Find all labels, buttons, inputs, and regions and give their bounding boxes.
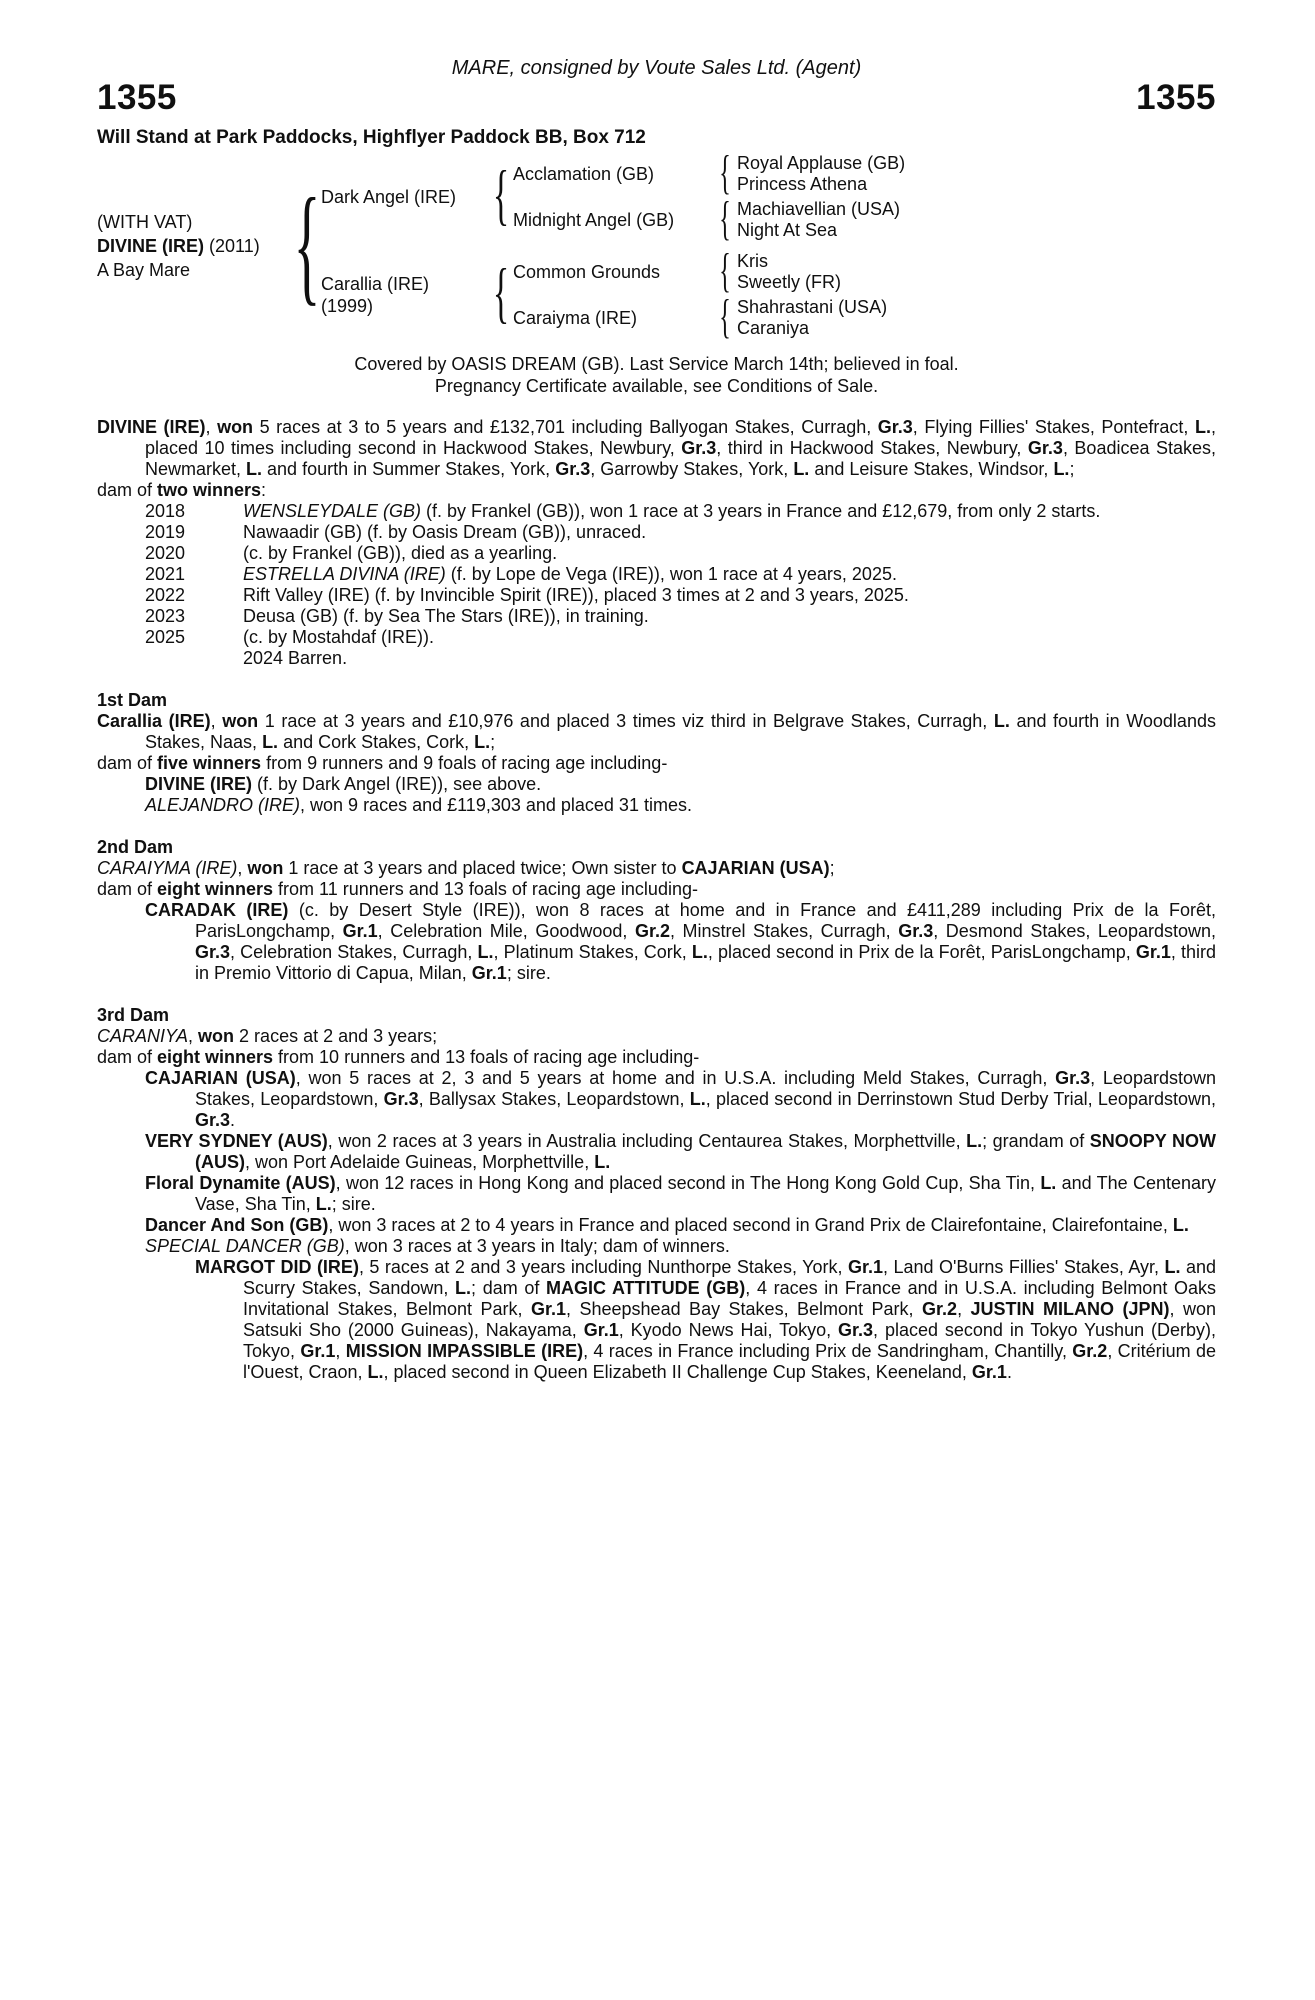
page-body xyxy=(97,417,1216,1383)
great-grandparent-name: Princess Athena xyxy=(737,174,868,194)
grandsire-name: Common Grounds xyxy=(513,261,661,282)
produce-text: Rift Valley (IRE) (f. by Invincible Spirit (IRE)), placed 3 times at 2 and 3 years, 2025. xyxy=(243,585,909,605)
pedigree-subject xyxy=(97,210,293,282)
paragraph: MARGOT DID (IRE), 5 races at 2 and 3 years including Nunthorpe Stakes, York, Gr.1, Land O'Burns Fillies' Stakes, Ayr, L. and Scurry Stakes, Sandown, L.; dam of MAGIC ATTITUDE (GB), 4 races in France and in U.S.A. including Belmont Oaks Invitational Stakes, Belmont Park, Gr.1, Sheepshead Bay Stakes, Belmont Park, Gr.2, JUSTIN MILANO (JPN), won Satsuki Sho (2000 Guineas), Nakayama, Gr.1, Kyodo News Hai, Tokyo, Gr.3, placed second in Tokyo Yushun (Derby), Tokyo, Gr.1, MISSION IMPASSIBLE (IRE), 4 races in France including Prix de Sandringham, Chantilly, Gr.2, Critérium de l'Ouest, Craon, L., placed second in Queen Elizabeth II Challenge Cup Stakes, Keeneland, Gr.1. xyxy=(195,1257,1216,1382)
grandsire-name: Acclamation (GB) xyxy=(513,163,655,184)
paragraph: ALEJANDRO (IRE), won 9 races and £119,303 and placed 31 times. xyxy=(145,795,692,815)
paragraph: VERY SYDNEY (AUS), won 2 races at 3 years in Australia including Centaurea Stakes, Morphettville, L.; grandam of SNOOPY NOW (AUS), won Port Adelaide Guineas, Morphettville, L. xyxy=(145,1131,1217,1172)
great-grandparent-name: Royal Applause (GB) xyxy=(737,153,906,173)
produce-record xyxy=(145,522,1216,543)
paragraph: dam of eight winners from 11 runners and 13 foals of racing age including- xyxy=(97,879,698,899)
pedigree-grandparent-row xyxy=(513,292,888,344)
section-heading: 3rd Dam xyxy=(97,1005,170,1025)
dam-name: Carallia (IRE) xyxy=(321,274,430,294)
stand-location-line: Will Stand at Park Paddocks, Highflyer Paddock BB, Box 712 xyxy=(97,127,646,148)
produce-record xyxy=(145,606,1216,627)
dam-year: (1999) xyxy=(321,296,374,316)
pedigree-brace: { xyxy=(492,257,510,331)
paragraph: CAJARIAN (USA), won 5 races at 2, 3 and 5 years at home and in U.S.A. including Meld Stakes, Curragh, Gr.3, Leopardstown Stakes, Leopardstown, Gr.3, Ballysax Stakes, Leopardstown, L., placed second in Derrinstown Stud Derby Trial, Leopardstown, Gr.3. xyxy=(145,1068,1216,1130)
great-grandparent-name: Night At Sea xyxy=(737,220,838,240)
paragraph: SPECIAL DANCER (GB), won 3 races at 3 years in Italy; dam of winners. xyxy=(145,1236,730,1256)
paragraph: Carallia (IRE), won 1 race at 3 years and £10,976 and placed 3 times viz third in Belgrave Stakes, Curragh, L. and fourth in Woodlands Stakes, Naas, L. and Cork Stakes, Cork, L.; xyxy=(97,711,1216,752)
produce-year: 2021 xyxy=(145,564,186,584)
great-grandparent-name: Shahrastani (USA) xyxy=(737,297,888,317)
great-grandparent-name: Caraniya xyxy=(737,318,810,338)
paragraph: Floral Dynamite (AUS), won 12 races in Hong Kong and placed second in The Hong Kong Gold Cup, Sha Tin, L. and The Centenary Vase, Sha Tin, L.; sire. xyxy=(145,1173,1217,1214)
pedigree-grandparent-row xyxy=(513,148,906,200)
produce-text: Nawaadir (GB) (f. by Oasis Dream (GB)), unraced. xyxy=(243,522,647,542)
produce-text: (c. by Frankel (GB)), died as a yearling. xyxy=(243,543,558,563)
great-grandparents-column xyxy=(737,251,841,293)
great-grandparent-name: Sweetly (FR) xyxy=(737,272,842,292)
produce-record xyxy=(145,543,1216,564)
great-grandparents-column xyxy=(737,297,887,339)
covering-line-2: Pregnancy Certificate available, see Conditions of Sale. xyxy=(434,376,879,396)
subject-name-line xyxy=(97,234,293,258)
great-grandparents-column xyxy=(737,153,905,195)
dam-grandparents-column xyxy=(513,246,888,344)
produce-year xyxy=(145,648,243,669)
paragraph: DIVINE (IRE) (f. by Dark Angel (IRE)), see above. xyxy=(145,774,542,794)
produce-year: 2025 xyxy=(145,627,186,647)
produce-text: (c. by Mostahdaf (IRE)). xyxy=(243,627,435,647)
paragraph: CARAIYMA (IRE), won 1 race at 3 years and placed twice; Own sister to CAJARIAN (USA); xyxy=(97,858,835,878)
paragraph: Dancer And Son (GB), won 3 races at 2 to 4 years in France and placed second in Grand Prix de Clairefontaine, Clairefontaine, L. xyxy=(145,1215,1189,1235)
great-grandparent-name: Kris xyxy=(737,251,768,271)
pedigree-table xyxy=(97,148,1216,344)
lot-number-row xyxy=(97,80,1216,116)
pedigree-brace: { xyxy=(719,194,731,246)
covering-line-1: Covered by OASIS DREAM (GB). Last Service March 14th; believed in foal. xyxy=(354,354,959,374)
subject-year: (2011) xyxy=(209,236,260,256)
section-heading: 2nd Dam xyxy=(97,837,174,857)
produce-year: 2023 xyxy=(145,606,186,626)
granddam-name: Midnight Angel (GB) xyxy=(513,209,675,230)
consignor-line: MARE, consigned by Voute Sales Ltd. (Agent) xyxy=(451,57,862,79)
produce-text: Deusa (GB) (f. by Sea The Stars (IRE)), in training. xyxy=(243,606,649,626)
pedigree-brace: { xyxy=(719,292,731,344)
pedigree-dam-row xyxy=(321,246,905,344)
paragraph: CARANIYA, won 2 races at 2 and 3 years; xyxy=(97,1026,438,1046)
covering-statement xyxy=(97,353,1216,397)
produce-text: WENSLEYDALE (GB) (f. by Frankel (GB)), won 1 race at 3 years in France and £12,679, from only 2 starts. xyxy=(243,501,1101,521)
lot-number-right: 1355 xyxy=(1136,78,1216,117)
produce-text: ESTRELLA DIVINA (IRE) (f. by Lope de Vega (IRE)), won 1 race at 4 years, 2025. xyxy=(243,564,897,584)
pedigree-brace: { xyxy=(293,173,321,319)
produce-year: 2018 xyxy=(145,501,186,521)
subject-description: A Bay Mare xyxy=(97,260,191,280)
paragraph: DIVINE (IRE), won 5 races at 3 to 5 years and £132,701 including Ballyogan Stakes, Curragh, Gr.3, Flying Fillies' Stakes, Pontefract, L., placed 10 times including second in Hackwood Stakes, Newbury, Gr.3, third in Hackwood Stakes, Newbury, Gr.3, Boadicea Stakes, Newmarket, L. and fourth in Summer Stakes, York, Gr.3, Garrowby Stakes, York, L. and Leisure Stakes, Windsor, L.; xyxy=(97,417,1216,479)
pedigree-brace: { xyxy=(719,148,731,200)
granddam-name: Caraiyma (IRE) xyxy=(513,307,638,328)
section-heading: 1st Dam xyxy=(97,690,168,710)
produce-record xyxy=(145,585,1216,606)
produce-record xyxy=(145,648,1216,669)
sire-grandparents-column xyxy=(513,148,906,246)
pedigree-parents-column xyxy=(321,148,906,344)
sire-name: Dark Angel (IRE) xyxy=(321,187,457,207)
lot-number-left: 1355 xyxy=(97,78,177,117)
produce-text: 2024 Barren. xyxy=(243,648,348,668)
great-grandparent-name: Machiavellian (USA) xyxy=(737,199,901,219)
dam-name-block xyxy=(321,273,489,317)
paragraph: dam of five winners from 9 runners and 9 foals of racing age including- xyxy=(97,753,668,773)
pedigree-sire-row xyxy=(321,148,906,246)
produce-record xyxy=(145,564,1216,585)
pedigree-grandparent-row xyxy=(513,194,905,246)
pedigree-grandparent-row xyxy=(513,246,887,298)
produce-record xyxy=(145,627,1216,648)
pedigree-brace: { xyxy=(719,246,731,298)
produce-year: 2019 xyxy=(145,522,186,542)
vat-note: (WITH VAT) xyxy=(97,212,193,232)
paragraph: dam of eight winners from 10 runners and 13 foals of racing age including- xyxy=(97,1047,700,1067)
paragraph: CARADAK (IRE) (c. by Desert Style (IRE)), won 8 races at home and in France and £411,289 including Prix de la Forêt, ParisLongchamp, Gr.1, Celebration Mile, Goodwood, Gr.2, Minstrel Stakes, Curragh, Gr.3, Desmond Stakes, Leopardstown, Gr.3, Celebration Stakes, Curragh, L., Platinum Stakes, Cork, L., placed second in Prix de la Forêt, ParisLongchamp, Gr.1, third in Premio Vittorio di Capua, Milan, Gr.1; sire. xyxy=(145,900,1216,983)
produce-record xyxy=(145,501,1216,522)
produce-year: 2020 xyxy=(145,543,186,563)
subject-name: DIVINE (IRE) xyxy=(97,236,205,256)
produce-year: 2022 xyxy=(145,585,186,605)
paragraph: dam of two winners: xyxy=(97,480,267,500)
great-grandparents-column xyxy=(737,199,900,241)
pedigree-brace: { xyxy=(492,159,510,233)
